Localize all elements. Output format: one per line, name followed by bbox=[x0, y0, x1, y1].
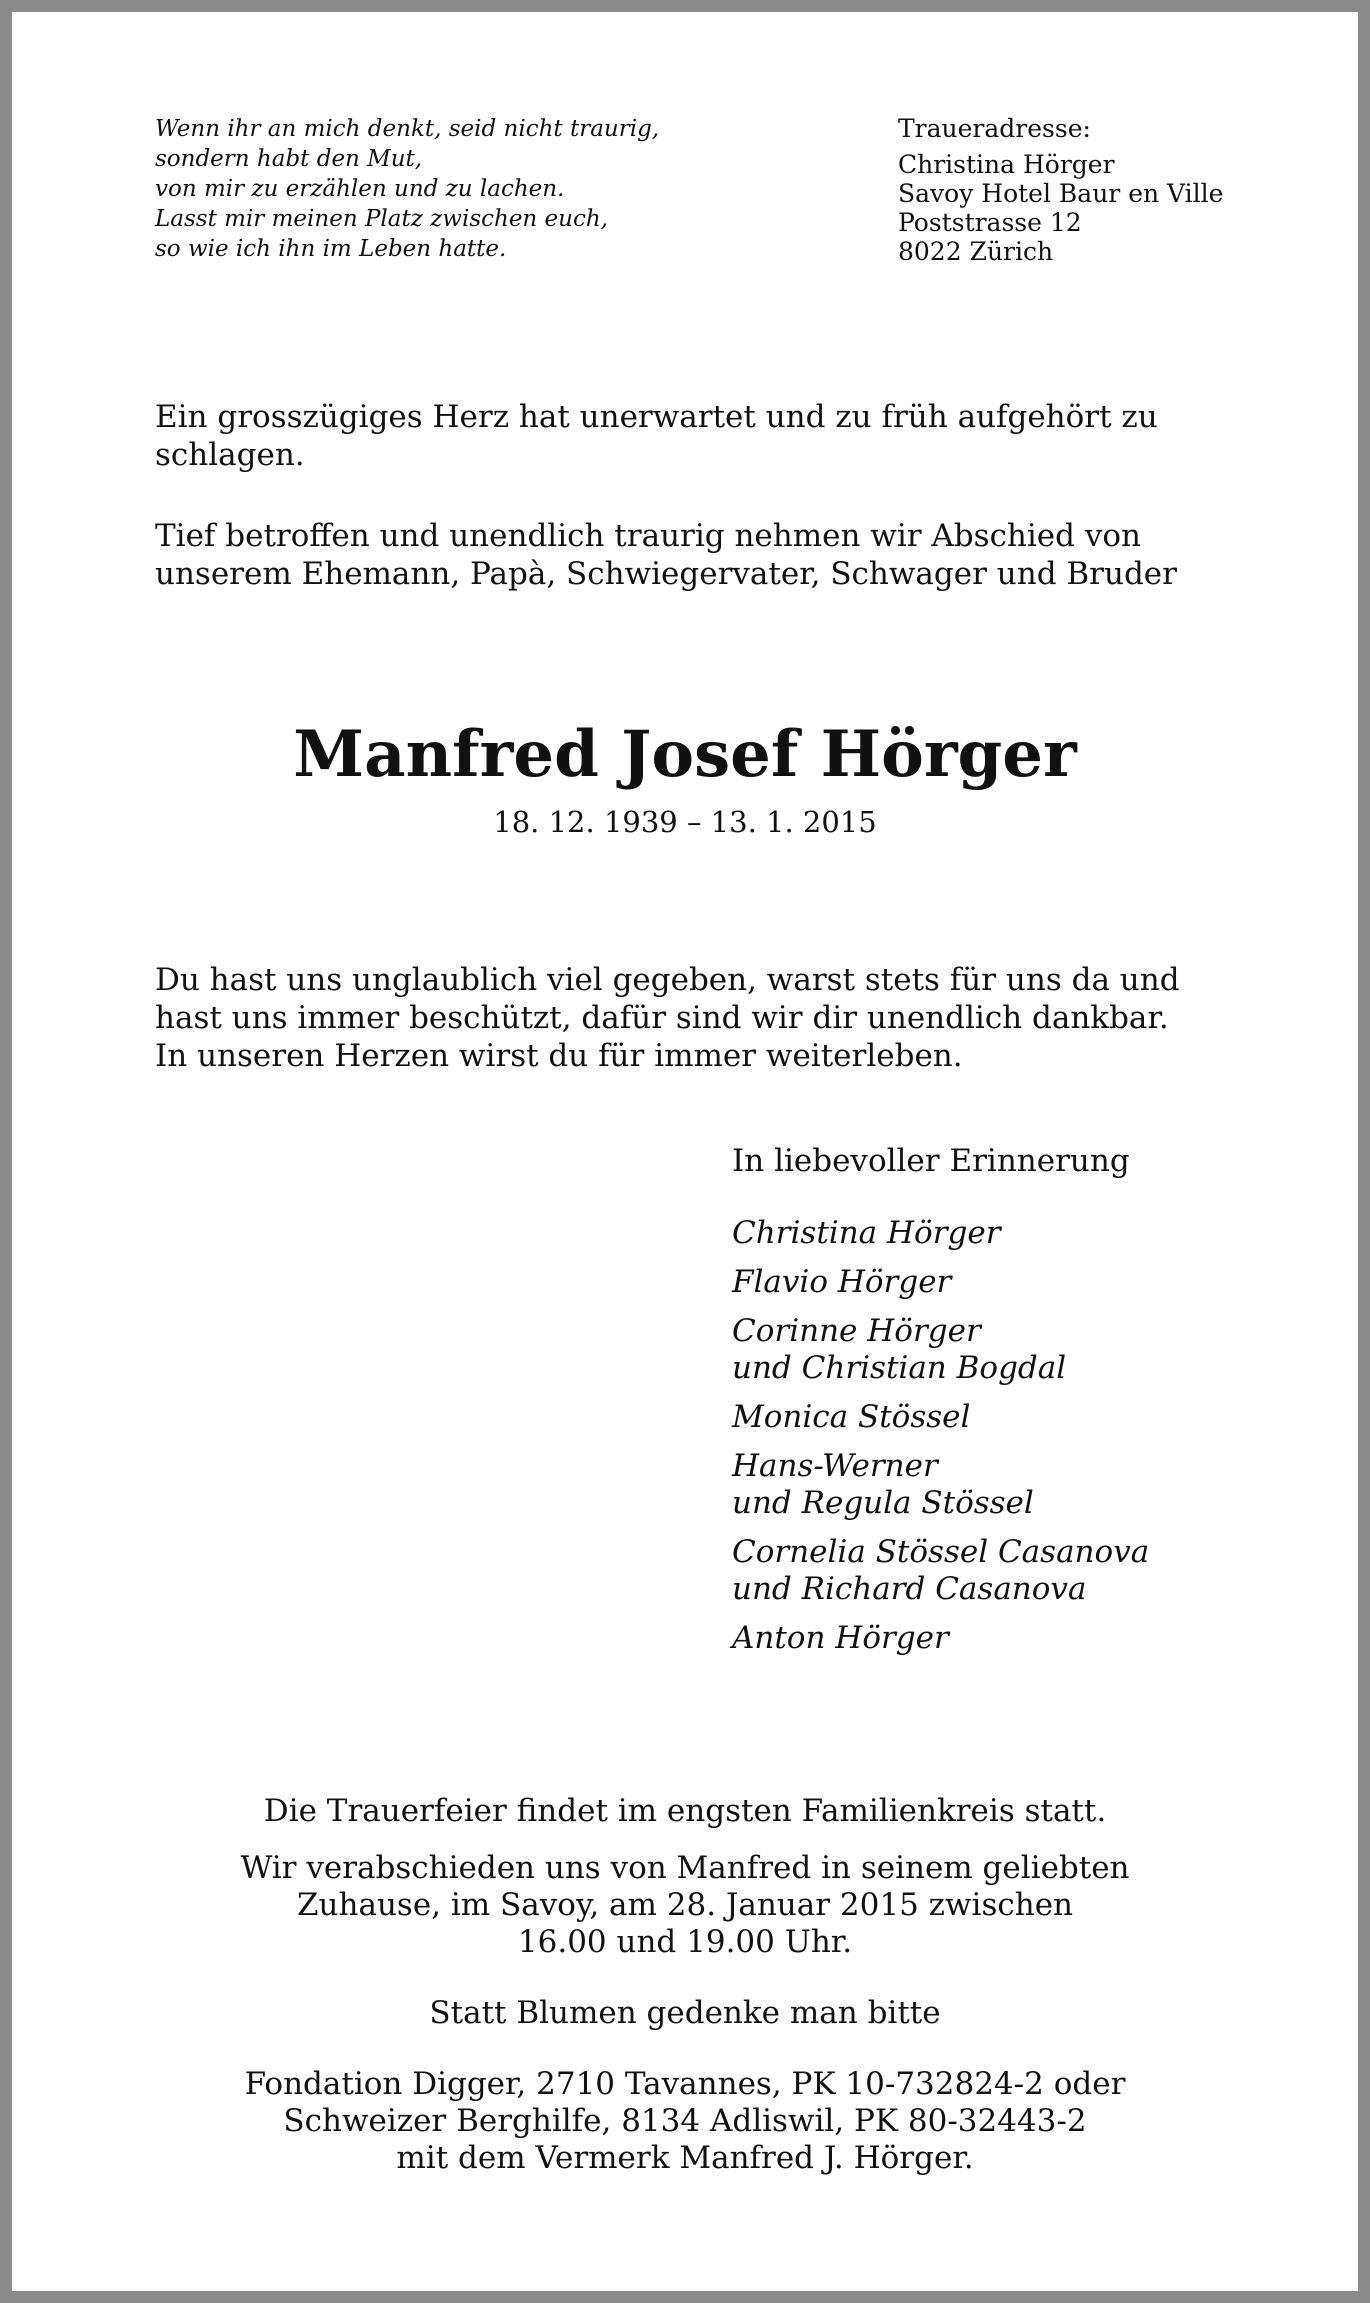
intro-text bbox=[155, 398, 1255, 636]
motto-line: Wenn ihr an mich denkt, seid nicht traurig, bbox=[155, 116, 660, 142]
address-label: Traueradresse: bbox=[898, 114, 1091, 143]
signatory bbox=[732, 1399, 1322, 1436]
ceremony-note: Die Trauerfeier findet im engsten Familienkreis statt. bbox=[263, 1793, 1107, 1829]
signatory-line: und Christian Bogdal bbox=[732, 1350, 1067, 1386]
motto-line: so wie ich ihn im Leben hatte. bbox=[155, 236, 507, 262]
signatory-line: Hans-Werner bbox=[732, 1448, 938, 1484]
donation-line: mit dem Vermerk Manfred J. Hörger. bbox=[396, 2140, 974, 2176]
mourning-address bbox=[898, 114, 1338, 266]
obituary-page bbox=[12, 12, 1358, 2291]
closing-notes bbox=[12, 1793, 1358, 2177]
signatory-line: und Regula Stössel bbox=[732, 1485, 1034, 1521]
life-dates: 18. 12. 1939 – 13. 1. 2015 bbox=[493, 805, 877, 839]
signatory bbox=[732, 1215, 1322, 1252]
farewell-line: Wir verabschieden uns von Manfred in seinem geliebten bbox=[240, 1850, 1130, 1886]
signatory-line: Anton Hörger bbox=[732, 1620, 949, 1656]
intro-paragraph: Tief betroffen und unendlich traurig nehmen wir Abschied von unserem Ehemann, Papà, Schwiegervater, Schwager und Bruder bbox=[155, 518, 1177, 592]
tribute-message bbox=[155, 961, 1255, 1075]
signatory-line: Christina Hörger bbox=[732, 1215, 1001, 1251]
donation-line: Schweizer Berghilfe, 8134 Adliswil, PK 80-32443-2 bbox=[283, 2103, 1087, 2139]
address-line: Savoy Hotel Baur en Ville bbox=[898, 179, 1224, 208]
farewell-line: Zuhause, im Savoy, am 28. Januar 2015 zwischen bbox=[297, 1887, 1073, 1923]
motto-line: sondern habt den Mut, bbox=[155, 146, 423, 172]
deceased-name: Manfred Josef Hörger bbox=[293, 717, 1077, 792]
signoff: In liebevoller Erinnerung bbox=[732, 1143, 1130, 1179]
motto-line: Lasst mir meinen Platz zwischen euch, bbox=[155, 206, 608, 232]
signatory-line: und Richard Casanova bbox=[732, 1571, 1087, 1607]
address-line: Poststrasse 12 bbox=[898, 208, 1082, 237]
message-line: hast uns immer beschützt, dafür sind wir dir unendlich dankbar. bbox=[155, 1000, 1169, 1036]
signatory-line: Monica Stössel bbox=[732, 1399, 971, 1435]
signatory-list bbox=[732, 1215, 1322, 1669]
flowers-note: Statt Blumen gedenke man bitte bbox=[429, 1995, 941, 2031]
signatory-line: Flavio Hörger bbox=[732, 1264, 952, 1300]
intro-paragraph: Ein grosszügiges Herz hat unerwartet und zu früh aufgehört zu schlagen. bbox=[155, 399, 1158, 473]
motto-line: von mir zu erzählen und zu lachen. bbox=[155, 176, 565, 202]
address-line: 8022 Zürich bbox=[898, 237, 1054, 266]
signatory-line: Corinne Hörger bbox=[732, 1313, 981, 1349]
donation-line: Fondation Digger, 2710 Tavannes, PK 10-732824-2 oder bbox=[244, 2066, 1126, 2102]
signatory bbox=[732, 1620, 1322, 1657]
message-line: In unseren Herzen wirst du für immer weiterleben. bbox=[155, 1038, 963, 1074]
signatory-line: Cornelia Stössel Casanova bbox=[732, 1534, 1150, 1570]
signatory bbox=[732, 1264, 1322, 1301]
signatory bbox=[732, 1534, 1322, 1608]
signatory bbox=[732, 1448, 1322, 1522]
address-line: Christina Hörger bbox=[898, 150, 1115, 179]
message-line: Du hast uns unglaublich viel gegeben, warst stets für uns da und bbox=[155, 962, 1180, 998]
signatory bbox=[732, 1313, 1322, 1387]
motto-verse bbox=[155, 114, 775, 264]
farewell-line: 16.00 und 19.00 Uhr. bbox=[517, 1924, 853, 1960]
